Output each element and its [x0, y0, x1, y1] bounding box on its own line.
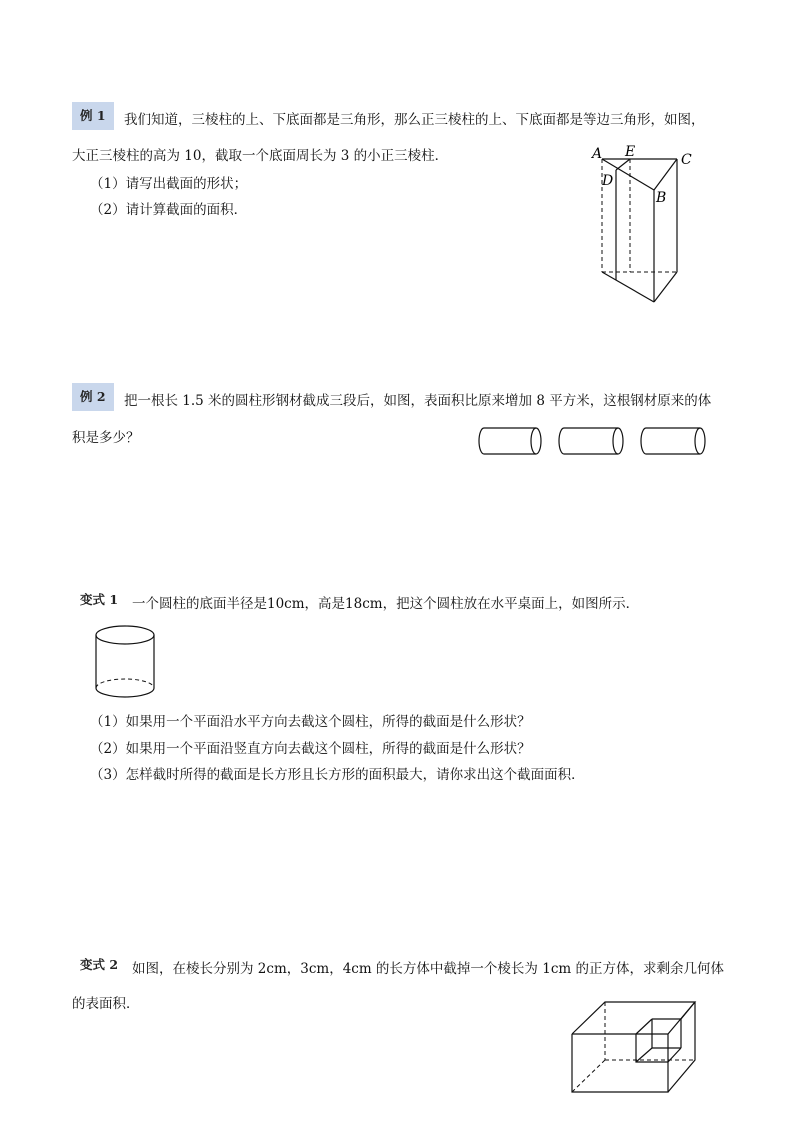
prism-edge-bottom-1 — [602, 272, 654, 302]
example-1-text-line-1: 我们知道，三棱柱的上、下底面都是三角形，那么正三棱柱的上、下底面都是等边三角形，如图， — [124, 112, 705, 128]
variant-2-text-line-2: 的表面积． — [72, 996, 140, 1012]
triangular-prism-figure — [580, 140, 710, 315]
example-2-text-line-1: 把一根长 1.5 米的圆柱形钢材截成三段后，如图，表面积比原来增加 8 平方米，这根钢材原来的体 — [124, 393, 712, 409]
label-e: E — [625, 144, 636, 160]
prism-edge-bottom-2 — [654, 272, 677, 302]
label-b: B — [656, 190, 667, 206]
example-2-text-line-2: 积是多少？ — [72, 430, 140, 446]
variant-1-question-1: （1）如果用一个平面沿水平方向去截这个圆柱，所得的截面是什么形状？ — [90, 714, 531, 730]
cylinder-segment-2 — [559, 428, 623, 454]
three-cylinders-figure — [472, 424, 717, 460]
cylinder-segment-3 — [641, 428, 705, 454]
prism-edge-de — [616, 159, 630, 170]
variant-1-question-2: （2）如果用一个平面沿竖直方向去截这个圆柱，所得的截面是什么形状？ — [90, 741, 531, 757]
variant-1-question-3: （3）怎样截时所得的截面是长方形且长方形的面积最大，请你求出这个截面面积． — [90, 767, 585, 783]
label-c: C — [681, 152, 692, 168]
example-1-question-2: （2）请计算截面的面积． — [90, 202, 248, 218]
cuboid-with-notch-figure — [566, 992, 706, 1096]
prism-edge-top-cb — [654, 159, 677, 190]
example-2-tag: 例 2 — [72, 383, 114, 411]
cuboid-front-outline — [572, 1034, 668, 1092]
variant-2-text-line-1: 如图，在棱长分别为 2cm，3cm，4cm 的长方体中截掉一个棱长为 1cm 的正方体，求剩余几何体 — [132, 961, 724, 977]
cylinder-segment-1 — [479, 428, 541, 454]
label-d: D — [602, 173, 614, 189]
variant-1-text-line-1: 一个圆柱的底面半径是10cm，高是18cm，把这个圆柱放在水平桌面上，如图所示． — [132, 596, 640, 612]
example-1-question-1: （1）请写出截面的形状； — [90, 176, 248, 192]
variant-2-tag: 变式 2 — [80, 957, 119, 972]
cylinder-figure — [92, 622, 164, 700]
variant-1-tag: 变式 1 — [80, 592, 119, 607]
cuboid-top-outline — [572, 1002, 695, 1034]
example-1-tag: 例 1 — [72, 102, 114, 130]
example-1-text-line-2: 大正三棱柱的高为 10，截取一个底面周长为 3 的小正三棱柱． — [72, 148, 449, 164]
label-a: A — [592, 146, 603, 162]
